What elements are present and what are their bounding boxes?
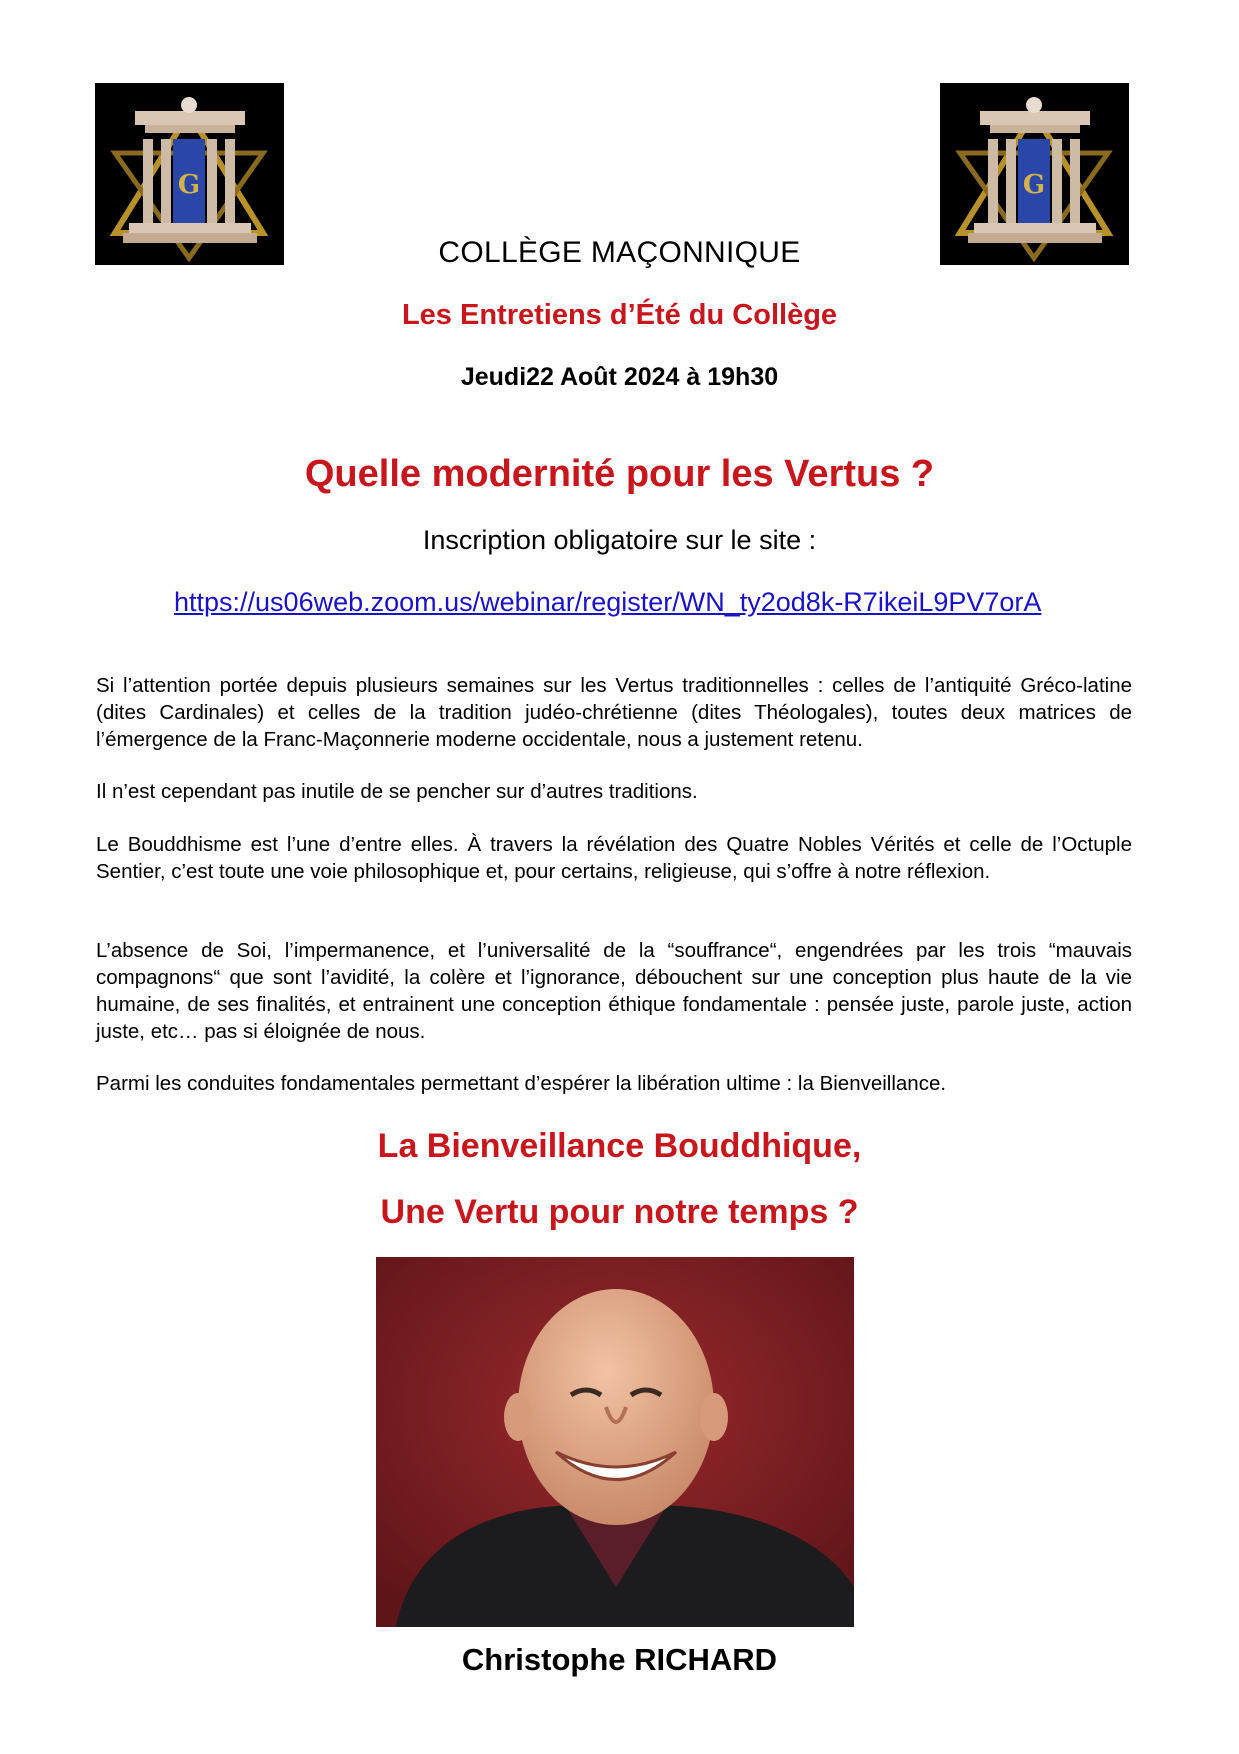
body-paragraph-3: Le Bouddhisme est l’une d’entre elles. À travers la révélation des Quatre Nobles Vérités et celle de l’Octuple Sentier, c’est toute une voie philosophique et, pour certains, religieuse, qui s’offre à notre réflexion. <box>96 833 1132 883</box>
registration-link[interactable]: https://us06web.zoom.us/webinar/register/WN_ty2od8k-R7ikeiL9PV7orA <box>174 587 1042 617</box>
speaker-photo <box>376 1257 854 1627</box>
body-paragraph-5: Parmi les conduites fondamentales permettant d’espérer la libération ultime : la Bienveillance. <box>96 1072 947 1095</box>
conference-title-line-1: La Bienveillance Bouddhique, <box>377 1127 862 1165</box>
org-title: COLLÈGE MAÇONNIQUE <box>438 236 801 269</box>
main-question-title: Quelle modernité pour les Vertus ? <box>304 453 935 495</box>
svg-text:G: G <box>177 170 201 200</box>
registration-label: Inscription obligatoire sur le site : <box>422 525 817 555</box>
svg-text:G: G <box>1022 170 1046 200</box>
body-paragraph-4: L’absence de Soi, l’impermanence, et l’universalité de la “souffrance“, engendrées par les trois “mauvais compagnons“ que sont l’avidité, la colère et l’ignorance, débouchent sur une conception plus haute de la vie humaine, de ses finalités, et entrainent une conception éthique fondamentale : pensée juste, parole juste, action juste, etc… pas si éloignée de nous. <box>96 939 1132 1043</box>
series-title: Les Entretiens d’Été du Collège <box>401 299 838 331</box>
event-date: Jeudi22 Août 2024 à 19h30 <box>460 363 779 391</box>
body-paragraph-2: Il n’est cependant pas inutile de se pencher sur d’autres traditions. <box>96 780 698 803</box>
body-paragraph-1: Si l’attention portée depuis plusieurs semaines sur les Vertus traditionnelles : celles de l’antiquité Gréco-latine (dites Cardinales) et celles de la tradition judéo-chrétienne (dites Théologales), toutes deux matrices de l’émergence de la Franc-Maçonnerie moderne occidentale, nous a justement retenu. <box>96 674 1132 751</box>
speaker-name: Christophe RICHARD <box>461 1642 778 1677</box>
conference-title-line-2: Une Vertu pour notre temps ? <box>380 1193 859 1231</box>
speaker-portrait-image <box>376 1257 854 1627</box>
